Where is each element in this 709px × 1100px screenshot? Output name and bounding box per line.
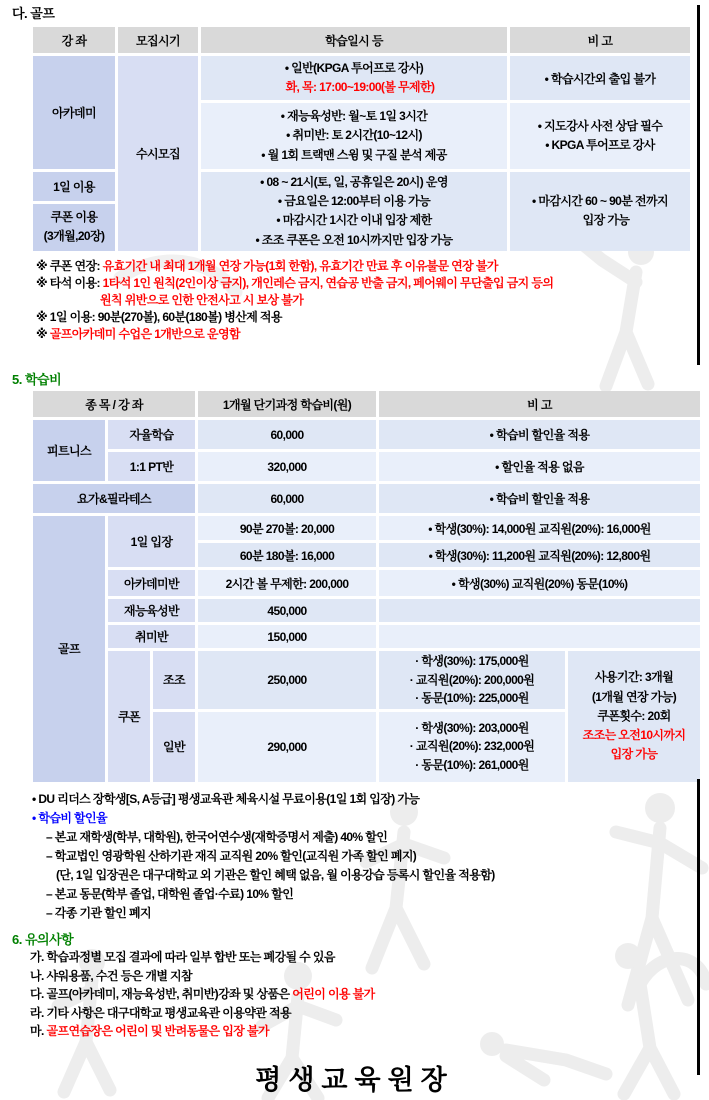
note-red-text: 유효기간 내 최대 1개월 연장 가능(1회 한함), 유효기간 만료 후 이유불문 연장 불가	[102, 259, 498, 273]
schedule-line: • 조조 쿠폰은 오전 10시까지만 입장 가능	[255, 232, 453, 247]
cell-note: • 학생(30%): 11,200원 교직원(20%): 12,800원	[379, 543, 700, 567]
cell-coupon-discounts	[379, 712, 565, 782]
section6-heading: 6. 유의사항	[12, 932, 74, 947]
cell-fee: 250,000	[198, 651, 376, 709]
precaution-prefix: 다. 골프(아카데미, 재능육성반, 취미반)강좌 및 상품은	[30, 987, 293, 1001]
t1-header-note: 비 고	[510, 27, 690, 53]
schedule-line-red: 화, 목: 17:00~19:00(볼 무제한)	[285, 80, 435, 94]
cell-usage-note	[510, 172, 690, 251]
note-tee-use	[36, 275, 691, 292]
note-red-text: 1타석 1인 원칙(2인이상 금지), 개인레슨 금지, 연습공 반출 금지, 페어웨이 무단출입 금지 등의	[102, 276, 554, 290]
precaution-prefix: 마.	[30, 1024, 47, 1038]
benefit-sub-line: – 각종 기관 할인 폐지	[46, 906, 151, 920]
note-line-red: • 마감시간 60 ~ 90분 전까지	[532, 194, 668, 209]
table-row	[33, 484, 700, 513]
cell-course-name: 자율학습	[108, 420, 195, 449]
cell-coupon-usage-terms	[568, 651, 700, 782]
benefit-sub-line: – 학교법인 영광학원 산하기관 재직 교직원 20% 할인(교직원 가족 할인 폐지)	[46, 849, 417, 863]
t2-header-item: 종 목 / 강 좌	[33, 391, 195, 417]
cell-fitness-label: 피트니스	[33, 420, 105, 481]
benefit-sub-line: – 본교 재학생(학부, 대학원), 한국어연수생(재학증명서 제출) 40% 할인	[46, 830, 388, 844]
t2-header-fee: 1개월 단기과정 학습비(원)	[198, 391, 376, 417]
cell-course-name: 1:1 PT반	[108, 452, 195, 481]
note-coupon-extension	[36, 258, 691, 275]
cell-note: • 학습비 할인율 적용	[379, 484, 700, 513]
cell-note-empty	[379, 599, 700, 622]
cell-note: • 할인율 적용 없음	[379, 452, 700, 481]
golf-program-table	[30, 24, 693, 254]
discount-line: · 교직원(20%): 232,000원	[409, 739, 535, 754]
section5-heading: 5. 학습비	[12, 372, 62, 387]
table-header-row	[33, 391, 700, 417]
cell-daily-entry-label: 1일 입장	[108, 516, 195, 567]
precaution-item	[30, 985, 690, 1004]
cell-academy-general-schedule	[201, 56, 507, 100]
discount-line: · 동문(10%): 225,000원	[415, 691, 529, 706]
cell-note-empty	[379, 625, 700, 648]
cell-fee: 2시간 볼 무제한: 200,000	[198, 570, 376, 596]
table-row	[33, 651, 700, 709]
cell-coupon-use-label	[33, 204, 115, 251]
table-header-row	[33, 27, 690, 53]
t1-header-course: 강 좌	[33, 27, 115, 53]
usage-line-red: 조조는 오전10시까지	[582, 727, 686, 742]
precaution-red-text: 골프연습장은 어린이 및 반려동물은 입장 불가	[46, 1024, 269, 1038]
benefit-discount-heading: • 학습비 할인율	[32, 811, 108, 825]
usage-line: 사용기간: 3개월	[594, 670, 674, 685]
signature-title: 평생교육원장	[255, 1065, 454, 1096]
cell-daily-use-label: 1일 이용	[33, 172, 115, 201]
cell-note: • 학습비 할인율 적용	[379, 420, 700, 449]
discount-notes	[32, 790, 692, 923]
note-line: • 지도강사 사전 상담 필수	[537, 118, 663, 133]
precaution-item: 나. 샤워용품, 수건 등은 개별 지참	[30, 968, 193, 983]
tuition-table	[30, 388, 703, 785]
schedule-line: • 08 ~ 21시(토, 일, 공휴일은 20시) 운영	[260, 175, 448, 189]
schedule-line: • 금요일은 12:00부터 이용 가능	[277, 194, 431, 209]
cell-yoga-label: 요가&필라테스	[33, 484, 195, 513]
usage-line: (1개월 연장 가능)	[591, 689, 677, 704]
coupon-sublabel: (3개월,20장)	[43, 229, 105, 244]
table-row	[33, 56, 690, 100]
precaution-item: 가. 학습과정별 모집 결과에 따라 일부 합반 또는 폐강될 수 있음	[30, 950, 335, 964]
cell-fee: 450,000	[198, 599, 376, 622]
cell-fee: 290,000	[198, 712, 376, 782]
note-tee-use-cont: 원칙 위반으로 인한 안전사고 시 보상 불가	[100, 293, 304, 307]
note-line: • KPGA 투어프로 강사	[545, 138, 655, 152]
cell-coupon-discounts	[379, 651, 565, 709]
usage-line: 쿠폰횟수: 20회	[597, 708, 671, 723]
discount-line: · 교직원(20%): 200,000원	[409, 672, 535, 687]
cell-academy-general-note: • 학습시간외 출입 불가	[510, 56, 690, 100]
discount-line: · 학생(30%): 175,000원	[415, 654, 529, 668]
precaution-red-text: 어린이 이용 불가	[292, 987, 375, 1001]
cell-course-name: 재능육성반	[108, 599, 195, 622]
benefit-du-leaders: • DU 리더스 장학생[S, A등급] 평생교육관 체육시설 무료이용(1일 1회 입장) 가능	[32, 792, 420, 806]
schedule-line: • 취미반: 토 2시간(10~12시)	[286, 128, 422, 143]
cell-academy-classes-schedule	[201, 103, 507, 169]
t2-header-note: 비 고	[379, 391, 700, 417]
precaution-item: 라. 기타 사항은 대구대학교 평생교육관 이용약관 적용	[30, 1005, 291, 1020]
cell-academy-classes-note	[510, 103, 690, 169]
t1-header-recruit: 모집시기	[118, 27, 198, 53]
precaution-item	[30, 1022, 690, 1041]
discount-line: · 동문(10%): 261,000원	[415, 758, 529, 773]
cell-coupon-label: 쿠폰	[108, 651, 150, 782]
precautions-list	[30, 948, 690, 1041]
cell-fee: 150,000	[198, 625, 376, 648]
schedule-line: • 일반(KPGA 투어프로 강사)	[284, 60, 424, 75]
cell-usage-schedule	[201, 172, 507, 251]
cell-note: • 학생(30%): 14,000원 교직원(20%): 16,000원	[379, 516, 700, 540]
page-border-line	[697, 779, 700, 1075]
table-row	[33, 516, 700, 540]
table-row	[33, 625, 700, 648]
cell-fee: 60분 180볼: 16,000	[198, 543, 376, 567]
table-row	[33, 420, 700, 449]
doc-subtitle-golf: 다. 골프	[12, 6, 55, 21]
cell-recruit-anytime: 수시모집	[118, 56, 198, 251]
cell-golf-label: 골프	[33, 516, 105, 782]
note-line-red: 입장 가능	[582, 213, 630, 228]
note-prefix: ※	[36, 327, 50, 341]
usage-line-red: 입장 가능	[610, 747, 658, 762]
note-prefix: ※ 쿠폰 연장:	[36, 259, 103, 273]
t1-header-schedule: 학습일시 등	[201, 27, 507, 53]
discount-line: · 학생(30%): 203,000원	[415, 720, 529, 735]
note-daily-use: ※ 1일 이용: 90분(270볼), 60분(180볼) 병산제 적용	[36, 310, 282, 324]
cell-note: • 학생(30%) 교직원(20%) 동문(10%)	[379, 570, 700, 596]
benefit-sub-line: (단, 1일 입장권은 대구대학교 외 기관은 할인 혜택 없음, 월 이용강습 등록시 할인율 적용함)	[56, 868, 495, 882]
table-row	[33, 599, 700, 622]
table-row	[33, 570, 700, 596]
note-red-text: 골프아카데미 수업은 1개반으로 운영함	[49, 327, 240, 341]
cell-academy-label: 아카데미	[33, 56, 115, 169]
cell-coupon-type: 조조	[153, 651, 195, 709]
cell-fee: 60,000	[198, 484, 376, 513]
schedule-line: • 마감시간 1시간 이내 입장 제한	[276, 213, 432, 228]
cell-course-name: 취미반	[108, 625, 195, 648]
cell-fee: 60,000	[198, 420, 376, 449]
cell-coupon-type: 일반	[153, 712, 195, 782]
cell-fee: 320,000	[198, 452, 376, 481]
cell-fee: 90분 270볼: 20,000	[198, 516, 376, 540]
schedule-line: • 재능육성반: 월~토 1일 3시간	[280, 109, 428, 124]
page-border-line	[697, 5, 700, 365]
cell-course-name: 아카데미반	[108, 570, 195, 596]
schedule-line: • 월 1회 트랙맨 스윙 및 구질 분석 제공	[261, 147, 447, 162]
table-row	[33, 452, 700, 481]
note-prefix: ※ 타석 이용:	[36, 276, 103, 290]
coupon-label: 쿠폰 이용	[50, 210, 98, 225]
note-academy-class	[36, 326, 691, 343]
golf-notes	[36, 258, 691, 343]
benefit-sub-line: – 본교 동문(학부 졸업, 대학원 졸업·수료) 10% 할인	[46, 887, 294, 901]
